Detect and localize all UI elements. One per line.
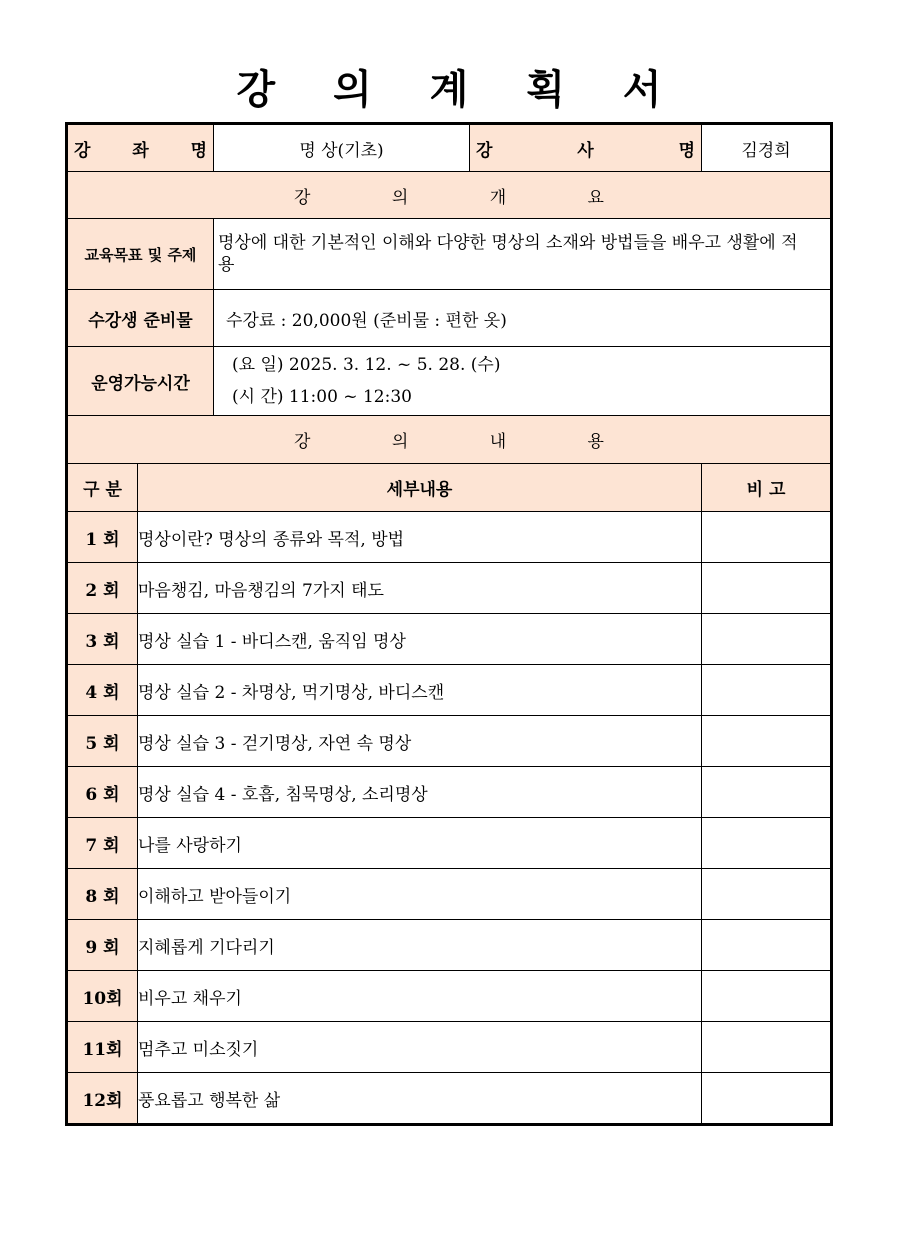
note-cell	[702, 512, 831, 563]
instructor-label	[470, 125, 702, 172]
note-cell	[702, 1022, 831, 1073]
table-row	[68, 716, 831, 767]
course-label	[68, 125, 214, 172]
detail-cell: 풍요롭고 행복한 삶	[138, 1073, 702, 1124]
note-cell	[702, 563, 831, 614]
lecture-plan-table	[67, 124, 831, 1124]
session-cell: 2 회	[68, 563, 138, 614]
prep-row	[68, 290, 831, 347]
detail-cell: 마음챙김, 마음챙김의 7가지 태도	[138, 563, 702, 614]
time-label: 운영가능시간	[68, 347, 214, 416]
time-row	[68, 347, 831, 416]
session-cell: 3 회	[68, 614, 138, 665]
contents-section-title: 강 의 내 용	[68, 416, 831, 464]
note-cell	[702, 1073, 831, 1124]
instructor-value: 김경희	[702, 125, 831, 172]
table-row	[68, 512, 831, 563]
detail-cell: 나를 사랑하기	[138, 818, 702, 869]
session-column-header: 구 분	[68, 464, 138, 512]
note-cell	[702, 767, 831, 818]
session-cell: 4 회	[68, 665, 138, 716]
note-cell	[702, 614, 831, 665]
contents-header-row	[68, 464, 831, 512]
session-cell: 8 회	[68, 869, 138, 920]
instructor-label-text: 강 사 명	[476, 140, 695, 161]
session-cell: 5 회	[68, 716, 138, 767]
contents-section-row	[68, 416, 831, 464]
table-row	[68, 818, 831, 869]
prep-value: 수강료 : 20,000원 (준비물 : 편한 옷)	[214, 290, 831, 347]
detail-column-header: 세부내용	[138, 464, 702, 512]
session-cell: 9 회	[68, 920, 138, 971]
table-row	[68, 869, 831, 920]
goal-value: 명상에 대한 기본적인 이해와 다양한 명상의 소재와 방법들을 배우고 생활에 적용	[214, 219, 831, 290]
time-date: (요 일) 2025. 3. 12. ~ 5. 28. (수)	[232, 355, 501, 375]
detail-cell: 명상 실습 3 - 걷기명상, 자연 속 명상	[138, 716, 702, 767]
note-column-header: 비 고	[702, 464, 831, 512]
session-cell: 7 회	[68, 818, 138, 869]
overview-section-row	[68, 172, 831, 219]
note-cell	[702, 818, 831, 869]
time-value	[214, 347, 831, 416]
detail-cell: 명상 실습 4 - 호흡, 침묵명상, 소리명상	[138, 767, 702, 818]
table-row	[68, 971, 831, 1022]
table-row	[68, 563, 831, 614]
course-label-text: 강 좌 명	[74, 140, 207, 161]
detail-cell: 비우고 채우기	[138, 971, 702, 1022]
table-row	[68, 920, 831, 971]
session-cell: 6 회	[68, 767, 138, 818]
detail-cell: 명상 실습 1 - 바디스캔, 움직임 명상	[138, 614, 702, 665]
detail-cell: 지혜롭게 기다리기	[138, 920, 702, 971]
detail-cell: 명상 실습 2 - 차명상, 먹기명상, 바디스캔	[138, 665, 702, 716]
prep-label: 수강생 준비물	[68, 290, 214, 347]
table-row	[68, 665, 831, 716]
detail-cell: 멈추고 미소짓기	[138, 1022, 702, 1073]
note-cell	[702, 869, 831, 920]
detail-cell: 이해하고 받아들이기	[138, 869, 702, 920]
course-info-row	[68, 125, 831, 172]
note-cell	[702, 716, 831, 767]
note-cell	[702, 920, 831, 971]
table-row	[68, 1022, 831, 1073]
note-cell	[702, 971, 831, 1022]
note-cell	[702, 665, 831, 716]
session-cell: 12회	[68, 1073, 138, 1124]
session-cell: 10회	[68, 971, 138, 1022]
document-title: 강 의 계 획 서	[236, 67, 684, 113]
session-cell: 1 회	[68, 512, 138, 563]
table-row	[68, 767, 831, 818]
table-row	[68, 614, 831, 665]
goal-row	[68, 219, 831, 290]
detail-cell: 명상이란? 명상의 종류와 목적, 방법	[138, 512, 702, 563]
session-cell: 11회	[68, 1022, 138, 1073]
course-value: 명 상(기초)	[214, 125, 470, 172]
time-hours: (시 간) 11:00 ~ 12:30	[232, 387, 412, 407]
overview-section-title: 강 의 개 요	[68, 172, 831, 219]
table-row	[68, 1073, 831, 1124]
goal-label: 교육목표 및 주제	[68, 219, 214, 290]
